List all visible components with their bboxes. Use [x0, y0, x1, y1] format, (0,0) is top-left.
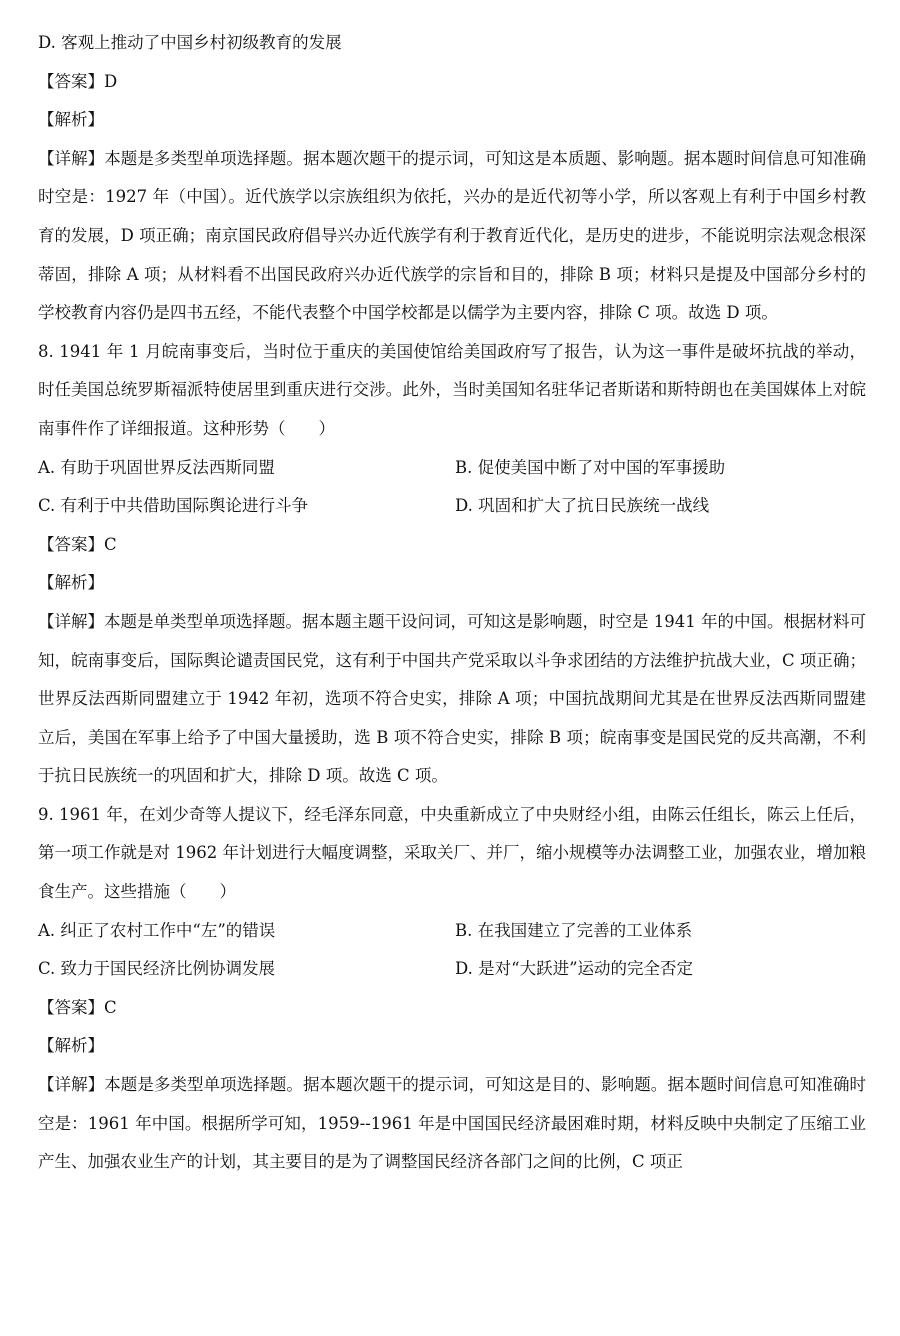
q7-analysis-label: 【解析】 [38, 110, 104, 130]
q8-stem: 8. 1941 年 1 月皖南事变后，当时位于重庆的美国使馆给美国政府写了报告，认为这一事件是破坏抗战的举动，时任美国总统罗斯福派特使居里到重庆进行交涉。此外，当时美国知名驻华记者斯诺和斯特朗也在美国媒体上对皖南事件作了详细报道。这种形势（ ） [38, 341, 866, 438]
q9-answer: 【答案】C [38, 997, 117, 1017]
q8-analysis-label: 【解析】 [38, 573, 104, 593]
q8-options-row-2 [38, 487, 866, 526]
q8-option-c: C. 有利于中共借助国际舆论进行斗争 [38, 496, 309, 516]
q9-option-d: D. 是对“大跃进”运动的完全否定 [455, 959, 694, 979]
q7-option-d: D. 客观上推动了中国乡村初级教育的发展 [38, 33, 342, 52]
q8-options-row-1 [38, 449, 866, 488]
q9-detail: 【详解】本题是多类型单项选择题。据本题次题干的提示词，可知这是目的、影响题。据本题时间信息可知准确时空是：1961 年中国。根据所学可知，1959--1961 年是中国国民经济最困难时期，材料反映中央制定了压缩工业产生、加强农业生产的计划，其主要目的是为了调整国民经济各部门之间的比例，C 项正 [38, 1075, 866, 1172]
document-page [38, 24, 866, 1182]
q9-option-b: B. 在我国建立了完善的工业体系 [455, 920, 693, 940]
q9-options-row-1 [38, 912, 866, 951]
q9-options-row-2 [38, 950, 866, 989]
q9-option-a: A. 纠正了农村工作中“左”的错误 [38, 920, 276, 940]
q9-option-c: C. 致力于国民经济比例协调发展 [38, 959, 276, 979]
q8-option-d: D. 巩固和扩大了抗日民族统一战线 [455, 496, 710, 516]
q7-detail: 【详解】本题是多类型单项选择题。据本题次题干的提示词，可知这是本质题、影响题。据本题时间信息可知准确时空是：1927 年（中国）。近代族学以宗族组织为依托，兴办的是近代初等小学，所以客观上有利于中国乡村教育的发展，D 项正确；南京国民政府倡导兴办近代族学有利于教育近代化，是历史的进步，不能说明宗法观念根深蒂固，排除 A 项；从材料看不出国民政府兴办近代族学的宗旨和目的，排除 B 项；材料只是提及中国部分乡村的学校教育内容仍是四书五经，不能代表整个中国学校都是以儒学为主要内容，排除 C 项。故选 D 项。 [38, 148, 866, 323]
q7-answer: 【答案】D [38, 71, 118, 91]
q8-detail: 【详解】本题是单类型单项选择题。据本题主题干设问词，可知这是影响题，时空是 1941 年的中国。根据材料可知，皖南事变后，国际舆论谴责国民党，这有利于中国共产党采取以斗争求团结的方法维护抗战大业，C 项正确；世界反法西斯同盟建立于 1942 年初，选项不符合史实，排除 A 项；中国抗战期间尤其是在世界反法西斯同盟建立后，美国在军事上给予了中国大量援助，选 B 项不符合史实，排除 B 项；皖南事变是国民党的反共高潮，不利于抗日民族统一的巩固和扩大，排除 D 项。故选 C 项。 [38, 611, 866, 786]
q8-answer: 【答案】C [38, 534, 117, 554]
q9-stem: 9. 1961 年，在刘少奇等人提议下，经毛泽东同意，中央重新成立了中央财经小组，由陈云任组长，陈云上任后，第一项工作就是对 1962 年计划进行大幅度调整，采取关厂、并厂，缩小规模等办法调整工业，加强农业，增加粮食生产。这些措施（ ） [38, 804, 866, 902]
q8-option-b: B. 促使美国中断了对中国的军事援助 [455, 457, 726, 477]
q8-option-a: A. 有助于巩固世界反法西斯同盟 [38, 457, 275, 477]
q9-analysis-label: 【解析】 [38, 1036, 104, 1056]
